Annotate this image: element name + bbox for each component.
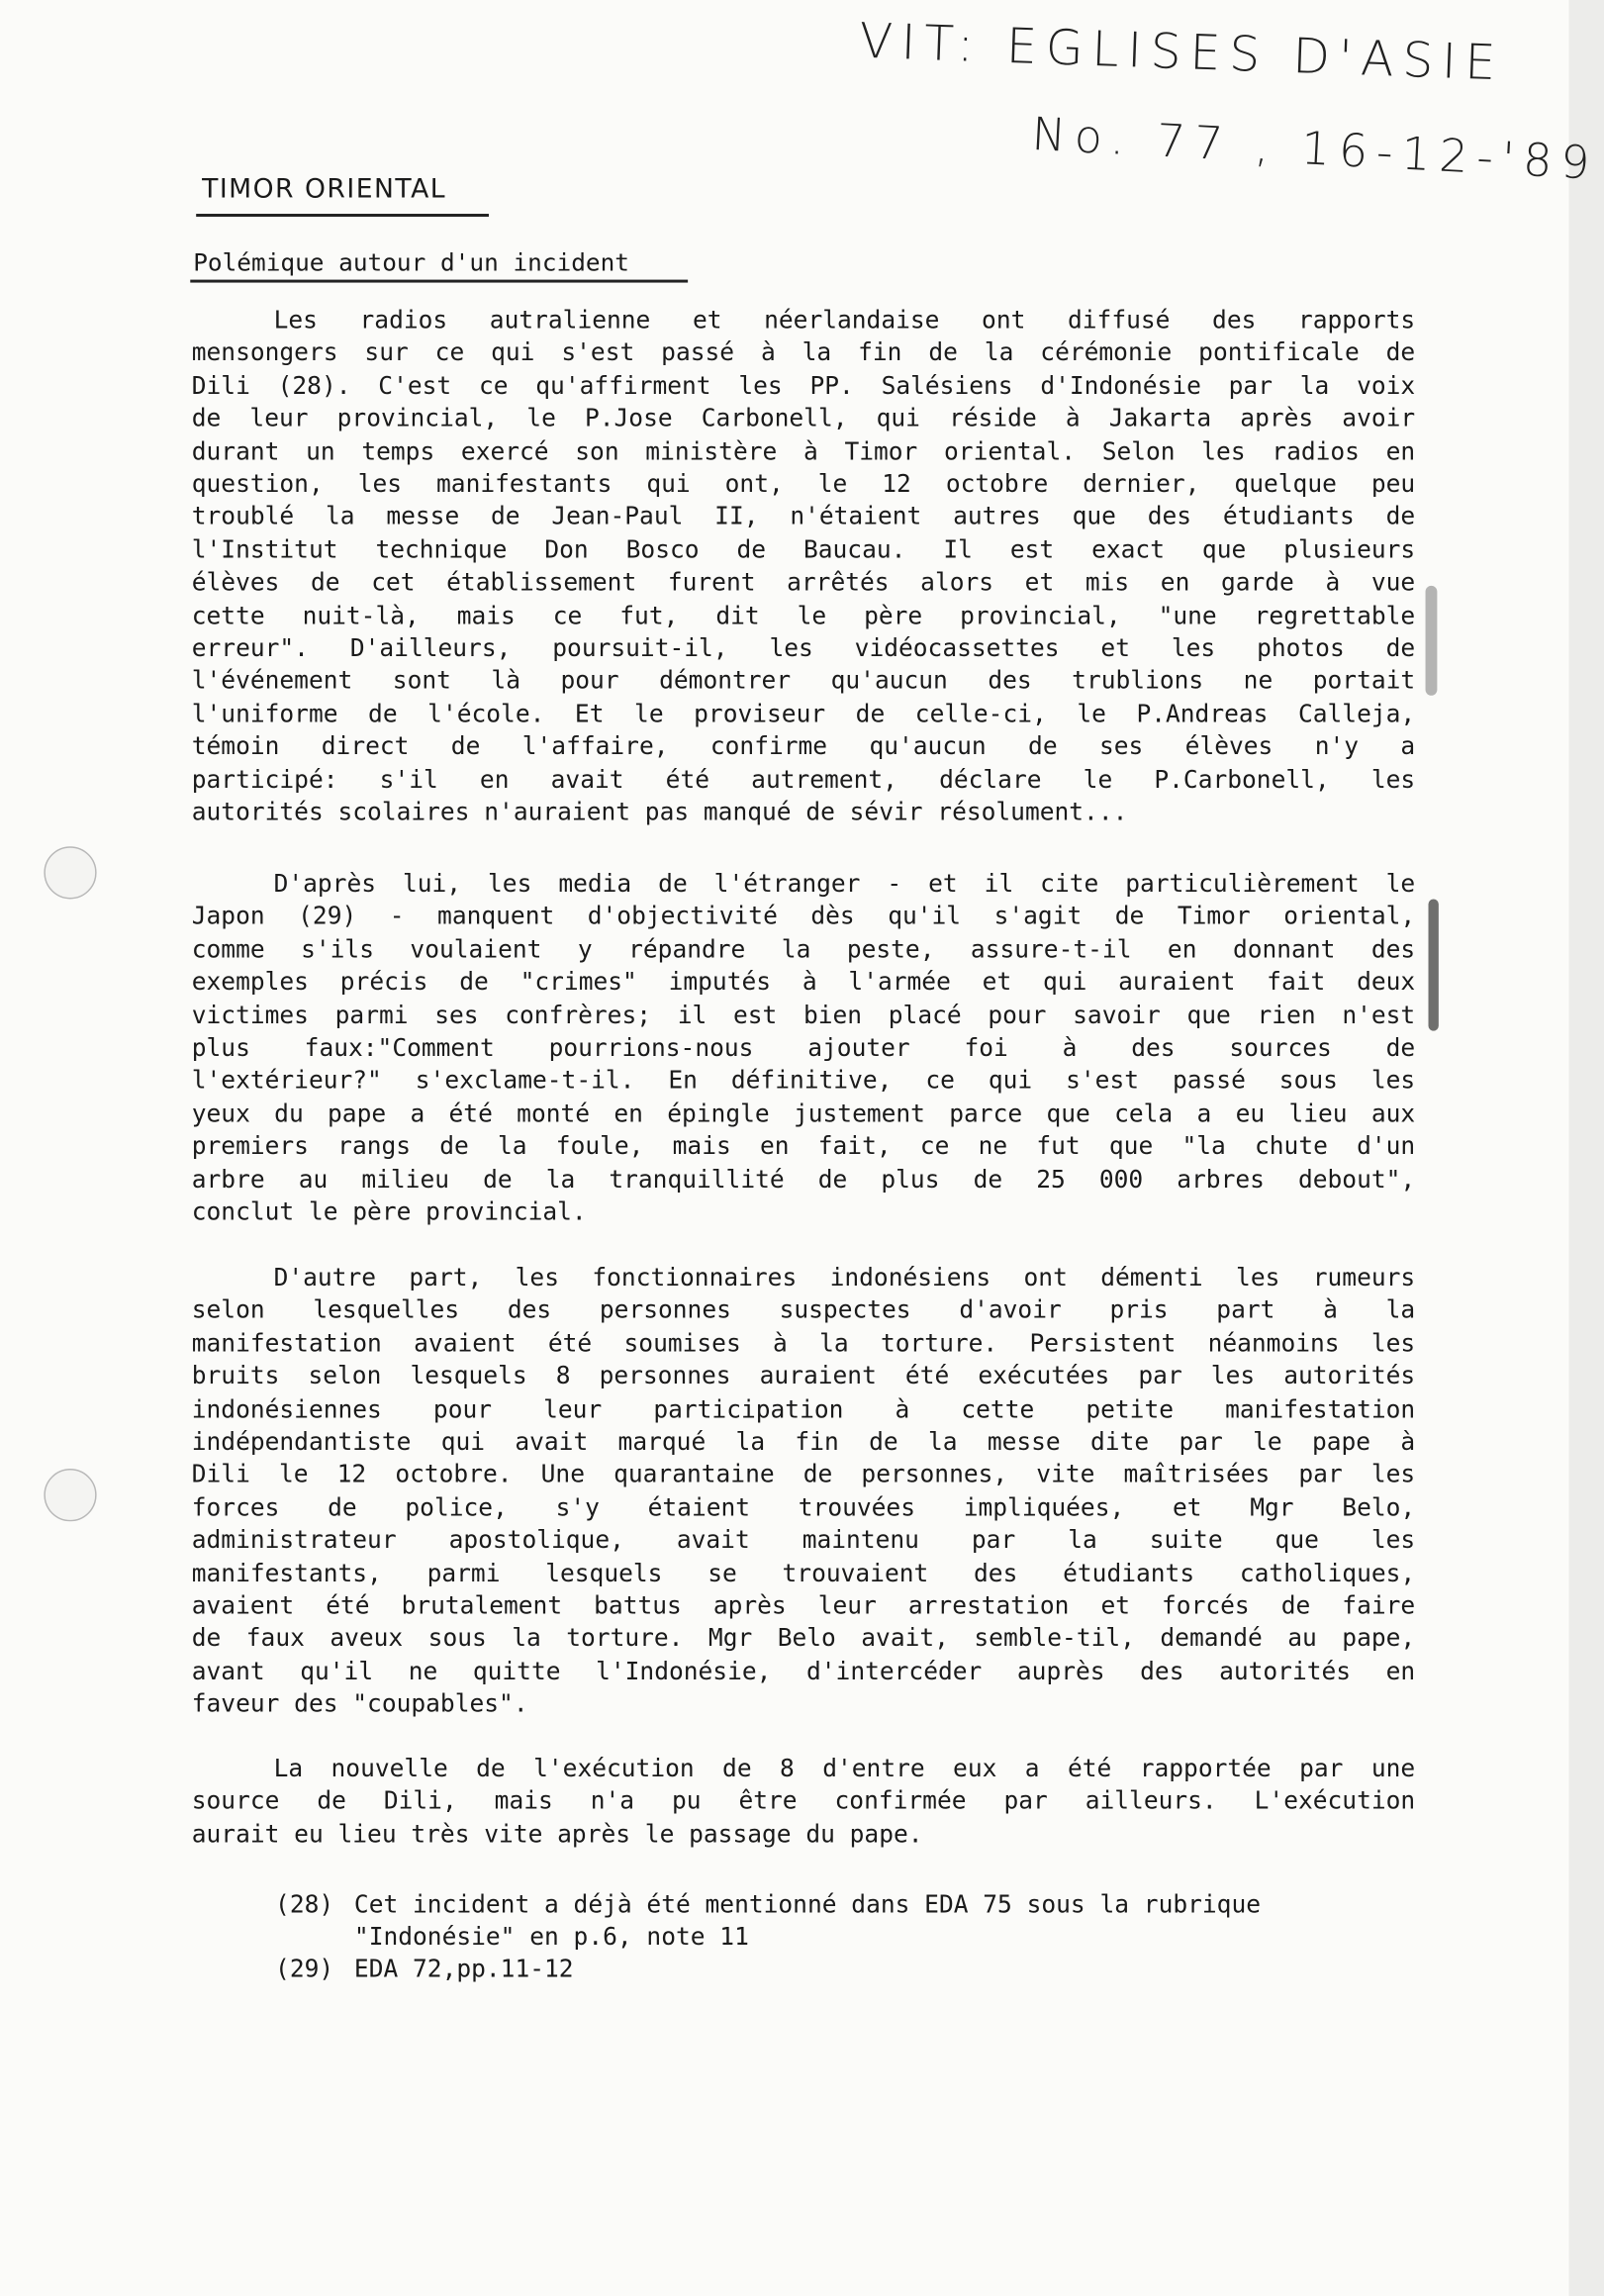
text-line: plus faux:"Comment pourrions-nous ajouter foi à des sources de [191,1033,1416,1062]
text-line: l'Institut technique Don Bosco de Baucau. Il est exact que plusieurs [191,535,1416,564]
text-line: cette nuit-là, mais ce fut, dit le père provincial, "une regrettable [191,601,1416,629]
footnote-number: (29) [275,1955,334,1983]
text-line: autorités scolaires n'auraient pas manqué de sévir résolument... [191,798,1128,826]
text-line: Dili (28). C'est ce qu'affirment les PP. Salésiens d'Indonésie par la voix [191,371,1416,400]
text-line: participé: s'il en avait été autrement, déclare le P.Carbonell, les [191,765,1416,794]
text-line: comme s'ils voulaient y répandre la peste, assure-t-il en donnant des [191,935,1416,964]
text-line: avaient été brutalement battus après leur arrestation et forcés de faire [191,1591,1416,1620]
text-line: témoin direct de l'affaire, confirme qu'aucun de ses élèves n'y a [191,732,1416,761]
text-line: exemples précis de "crimes" imputés à l'armée et qui auraient fait deux [191,968,1416,997]
text-line: l'uniforme de l'école. Et le proviseur de celle-ci, le P.Andreas Calleja, [191,700,1416,728]
handwritten-annotation-line1: VIT: EGLISES D'ASIE [858,11,1506,92]
text-line: forces de police, s'y étaient trouvées impliquées, et Mgr Belo, [191,1492,1416,1522]
footnotes [275,1889,1261,1986]
text-line: premiers rangs de la foule, mais en fait, ce ne fut que "la chute d'un [191,1132,1416,1161]
text-line: D'autre part, les fonctionnaires indonésiens ont démenti les rumeurs [273,1263,1416,1292]
scan-smudge [1426,586,1438,696]
article-title: Polémique autour d'un incident [193,248,629,277]
text-line: l'extérieur?" s'exclame-t-il. En définitive, ce qui s'est passé sous les [191,1066,1416,1095]
text-line: de leur provincial, le P.Jose Carbonell, qui réside à Jakarta après avoir [191,404,1416,432]
footnote-28 [275,1889,1261,1922]
text-line: manifestants, parmi lesquels se trouvaient des étudiants catholiques, [191,1559,1416,1587]
handwritten-annotation-line2: No. 77 , 16-12-'89 [1030,108,1600,191]
text-line: faveur des "coupables". [191,1689,528,1718]
text-line: Japon (29) - manquent d'objectivité dès qu'il s'agit de Timor oriental, [191,903,1416,931]
text-line: arbre au milieu de la tranquillité de plus de 25 000 arbres debout", [191,1165,1416,1194]
scan-shadow [1568,0,1603,2296]
text-line: manifestation avaient été soumises à la torture. Persistent néanmoins les [191,1329,1416,1358]
footnote-29 [275,1954,1261,1986]
footnote-text: EDA 72,pp.11-12 [353,1955,574,1983]
paragraph-2 [192,868,1415,1229]
footnote-28-continued: "Indonésie" en p.6, note 11 [353,1922,749,1951]
text-line: indépendantiste qui avait marqué la fin de la messe dite par le pape à [191,1427,1416,1456]
text-line: yeux du pape a été monté en épingle justement parce que cela a eu lieu aux [191,1099,1416,1128]
text-line: question, les manifestants qui ont, le 12 octobre dernier, quelque peu [191,469,1416,499]
text-line: source de Dili, mais n'a pu être confirmée par ailleurs. L'exécution [191,1786,1416,1815]
text-line: de faux aveux sous la torture. Mgr Belo avait, semble-til, demandé au pape, [191,1624,1416,1653]
text-line: Les radios autralienne et néerlandaise ont diffusé des rapports [273,306,1416,335]
text-line: La nouvelle de l'exécution de 8 d'entre eux a été rapportée par une [273,1754,1416,1782]
paragraph-3 [192,1262,1415,1721]
text-line: avant qu'il ne quitte l'Indonésie, d'intercéder auprès des autorités en [191,1657,1416,1685]
footnote-number: (28) [275,1890,334,1919]
text-line: conclut le père provincial. [191,1197,587,1226]
text-line: D'après lui, les media de l'étranger - et il cite particulièrement le [273,869,1416,898]
text-line: aurait eu lieu très vite après le passage du pape. [191,1819,923,1848]
text-line: troublé la messe de Jean-Paul II, n'étaient autres que des étudiants de [191,503,1416,531]
text-line: indonésiennes pour leur participation à cette petite manifestation [191,1394,1416,1423]
paragraph-1 [192,305,1415,829]
footnote-text: Cet incident a déjà été mentionné dans EDA 75 sous la rubrique [353,1890,1262,1919]
text-line: administrateur apostolique, avait maintenu par la suite que les [191,1526,1416,1555]
text-line: victimes parmi ses confrères; il est bien placé pour savoir que rien n'est [191,1001,1416,1029]
punch-hole [44,1469,96,1521]
text-line: l'événement sont là pour démontrer qu'aucun des trublions ne portait [191,666,1416,696]
article-title-underline [190,280,688,282]
scan-smudge [1429,899,1439,1030]
section-title-underline [196,214,489,216]
text-line: mensongers sur ce qui s'est passé à la fin de la cérémonie pontificale de [191,338,1416,367]
text-line: bruits selon lesquels 8 personnes auraient été exécutées par les autorités [191,1362,1416,1390]
text-line: Dili le 12 octobre. Une quarantaine de personnes, vite maîtrisées par les [191,1460,1416,1488]
text-line: durant un temps exercé son ministère à Timor oriental. Selon les radios en [191,436,1416,465]
text-line: élèves de cet établissement furent arrêtés alors et mis en garde à vue [191,568,1416,597]
text-line: selon lesquelles des personnes suspectes d'avoir pris part à la [191,1296,1416,1325]
text-line: erreur". D'ailleurs, poursuit-il, les vidéocassettes et les photos de [191,633,1416,662]
punch-hole [44,846,96,899]
paragraph-4 [192,1753,1415,1851]
section-title: TIMOR ORIENTAL [202,174,447,206]
